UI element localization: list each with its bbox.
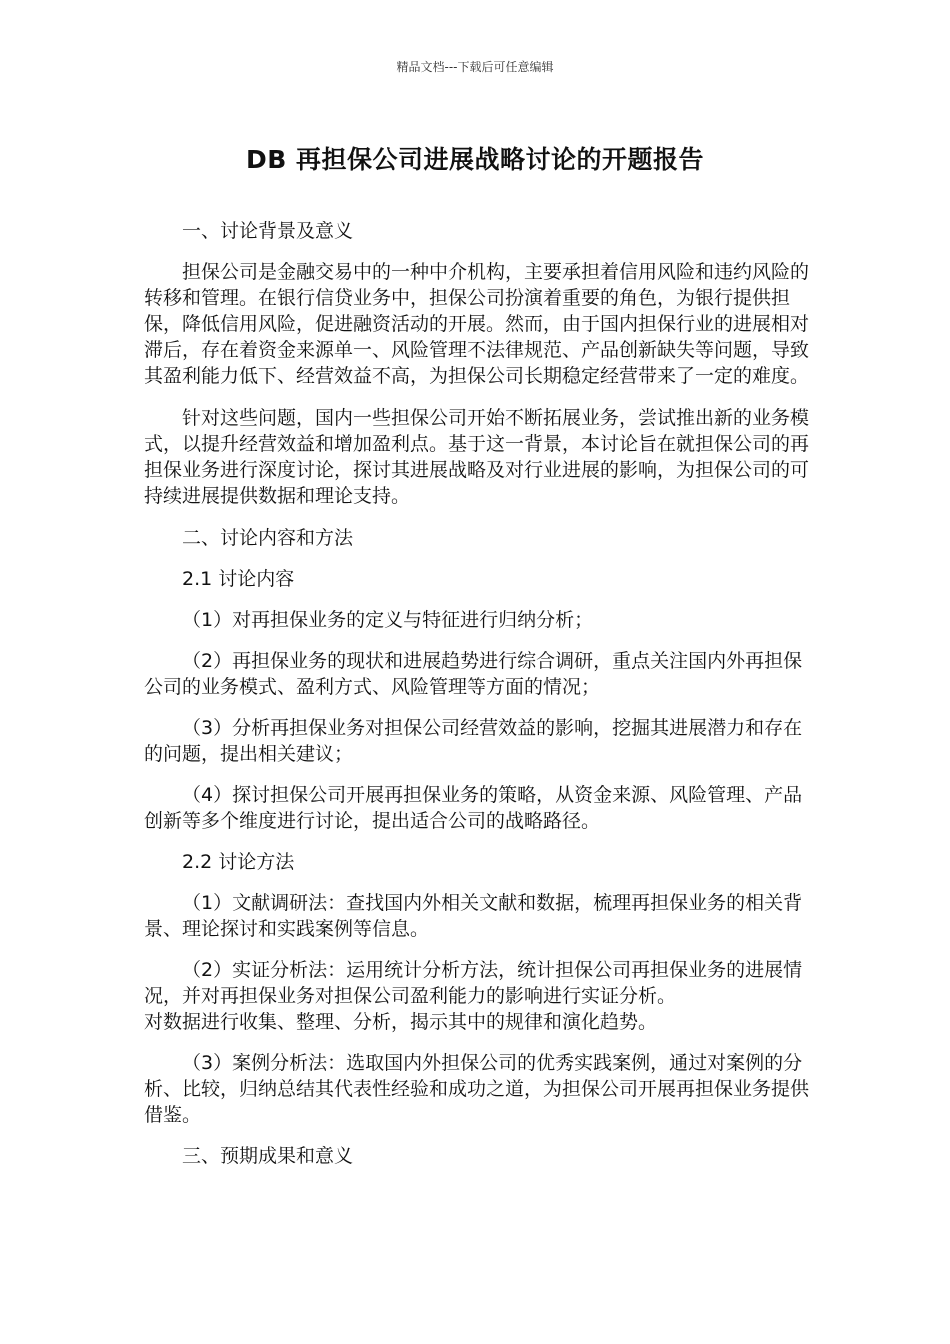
content-item-4: （4）探讨担保公司开展再担保业务的策略，从资金来源、风险管理、产品创新等多个维度进行讨论，提出适合公司的战略路径。: [144, 784, 803, 832]
content-item-2: （2）再担保业务的现状和进展趋势进行综合调研，重点关注国内外再担保公司的业务模式、盈利方式、风险管理等方面的情况；: [144, 650, 803, 698]
section1-paragraph-2: 针对这些问题，国内一些担保公司开始不断拓展业务，尝试推出新的业务模式，以提升经营效益和增加盈利点。基于这一背景，本讨论旨在就担保公司的再担保业务进行深度讨论，探讨其进展战略及对行业进展的影响，为担保公司的可持续进展提供数据和理论支持。: [144, 407, 810, 507]
section1-paragraph-1: 担保公司是金融交易中的一种中介机构，主要承担着信用风险和违约风险的转移和管理。在银行信贷业务中，担保公司扮演着重要的角色，为银行提供担保，降低信用风险，促进融资活动的开展。然而，由于国内担保行业的进展相对滞后，存在着资金来源单一、风险管理不法律规范、产品创新缺失等问题，导致其盈利能力低下、经营效益不高，为担保公司长期稳定经营带来了一定的难度。: [144, 261, 810, 387]
method-item-3: （3）案例分析法：选取国内外担保公司的优秀实践案例，通过对案例的分析、比较，归纳总结其代表性经验和成功之道，为担保公司开展再担保业务提供借鉴。: [144, 1052, 810, 1126]
method-item-2: （2）实证分析法：运用统计分析方法，统计担保公司再担保业务的进展情况，并对再担保业务对担保公司盈利能力的影响进行实证分析。: [144, 959, 803, 1007]
header-note: 精品文档---下载后可任意编辑: [396, 60, 554, 74]
content-item-3: （3）分析再担保业务对担保公司经营效益的影响，挖掘其进展潜力和存在的问题，提出相关建议；: [144, 717, 803, 765]
document-title: DB 再担保公司进展战略讨论的开题报告: [245, 145, 704, 174]
section1-heading: 一、讨论背景及意义: [182, 220, 354, 242]
method-item-1: （1）文献调研法：查找国内外相关文献和数据，梳理再担保业务的相关背景、理论探讨和实践案例等信息。: [144, 892, 803, 940]
section2-sub2-heading: 2.2 讨论方法: [182, 851, 295, 873]
section2-sub1-heading: 2.1 讨论内容: [182, 568, 295, 590]
document-body: [144, 218, 816, 1169]
section2-heading: 二、讨论内容和方法: [182, 527, 354, 549]
method-item-2-continuation: 对数据进行收集、整理、分析，揭示其中的规律和演化趋势。: [144, 1011, 658, 1033]
content-item-1: （1）对再担保业务的定义与特征进行归纳分析；: [182, 609, 594, 631]
section3-heading: 三、预期成果和意义: [182, 1145, 354, 1167]
